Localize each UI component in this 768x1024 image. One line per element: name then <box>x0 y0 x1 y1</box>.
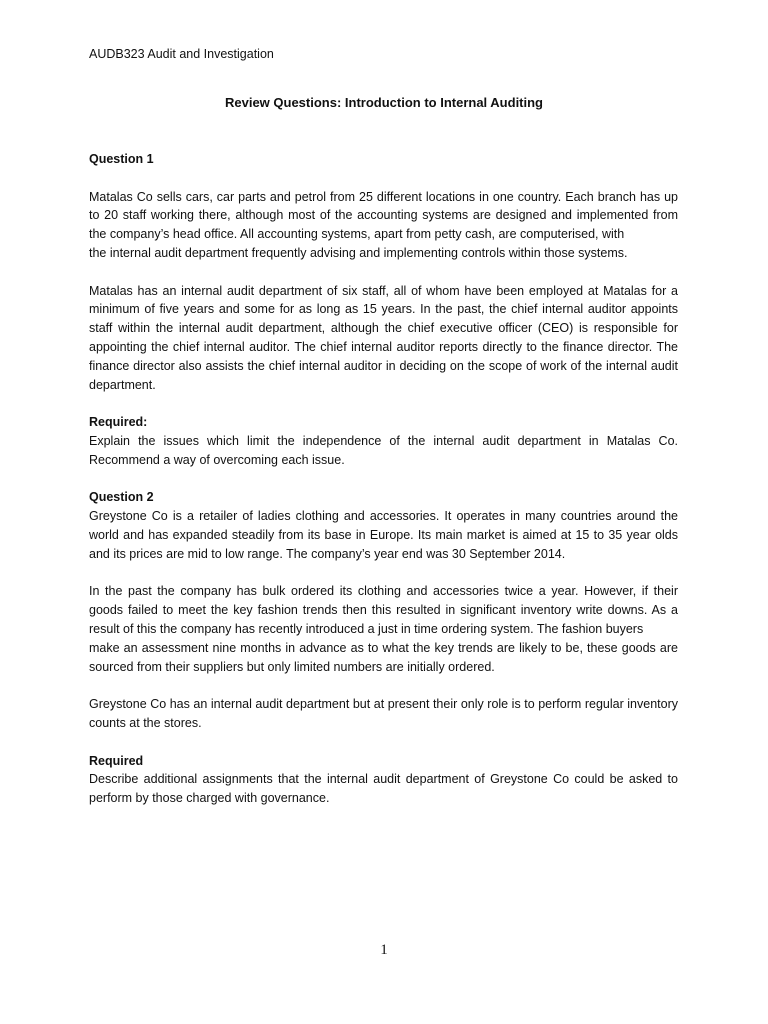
page-number: 1 <box>380 942 388 958</box>
question-2-required-label: Required <box>89 753 144 768</box>
question-1-heading: Question 1 <box>89 152 154 166</box>
question-1-paragraph-1b: the internal audit department frequently advising and implementing controls within those systems. <box>89 245 628 260</box>
course-header: AUDB323 Audit and Investigation <box>89 47 274 61</box>
question-1-paragraph-2: Matalas has an internal audit department of six staff, all of whom have been employed at Matalas for a minimum of five years and some for as long as 15 years. In the past, the chief internal auditor appoints staff within the internal audit department, although the chief executive officer (CEO) is responsible for appointing the chief internal auditor. The chief internal auditor reports directly to the finance director. The finance director also assists the chief internal auditor in deciding on the scope of work of the internal audit department. <box>89 283 678 392</box>
question-1-required-label: Required: <box>89 415 148 430</box>
question-2-paragraph-3: Greystone Co has an internal audit department but at present their only role is to perform regular inventory counts at the stores. <box>89 697 678 730</box>
question-2-paragraph-2b: make an assessment nine months in advance as to what the key trends are likely to be, these goods are sourced from their suppliers but only limited numbers are initially ordered. <box>89 640 678 674</box>
question-1-required-text: Explain the issues which limit the independence of the internal audit department in Matalas Co. Recommend a way of overcoming each issue. <box>89 433 678 467</box>
document-body <box>89 150 678 808</box>
document-title: Review Questions: Introduction to Internal Auditing <box>224 95 544 110</box>
question-2-heading: Question 2 <box>89 490 154 505</box>
question-2-paragraph-2a: In the past the company has bulk ordered its clothing and accessories twice a year. However, if their goods failed to meet the key fashion trends then this resulted in significant inventory write downs. As a result of this the company has recently introduced a just in time ordering system. The fashion buyers <box>89 584 678 636</box>
question-2-paragraph-1: Greystone Co is a retailer of ladies clothing and accessories. It operates in many countries around the world and has expanded steadily from its base in Europe. Its main market is aimed at 15 to 35 year olds and its prices are mid to low range. The company’s year end was 30 September 2014. <box>89 509 678 561</box>
question-2-required-text: Describe additional assignments that the internal audit department of Greystone Co could be asked to perform by those charged with governance. <box>89 772 678 806</box>
question-1-paragraph-1a: Matalas Co sells cars, car parts and petrol from 25 different locations in one country. Each branch has up to 20 staff working there, although most of the accounting systems are designed and implemented from the company’s head office. All accounting systems, apart from petty cash, are computerised, with <box>89 189 678 242</box>
